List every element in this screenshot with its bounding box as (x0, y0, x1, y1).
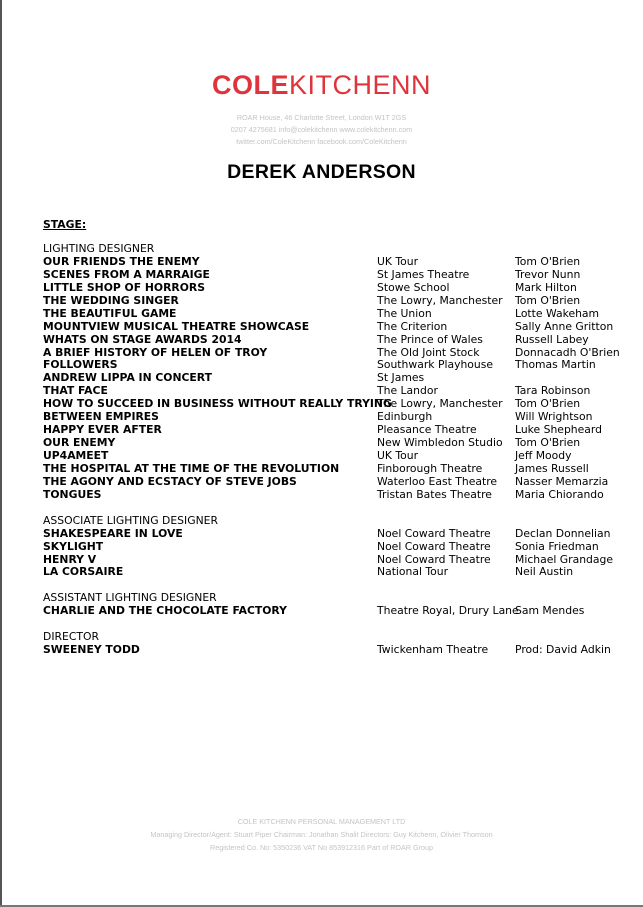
production-venue: Stowe School (377, 280, 450, 294)
production-title: HENRY V (43, 552, 97, 566)
production-title: OUR ENEMY (43, 436, 116, 450)
credit-row (43, 295, 633, 308)
production-venue: The Lowry, Manchester (377, 397, 503, 411)
production-director: Nasser Memarzia (515, 474, 609, 488)
production-venue: UK Tour (377, 254, 419, 268)
production-venue: Noel Coward Theatre (377, 539, 491, 553)
agency-logo (0, 70, 643, 101)
production-director: Mark Hilton (515, 280, 577, 294)
production-title: HOW TO SUCCEED IN BUSINESS WITHOUT REALLY TRYING (43, 397, 392, 411)
production-venue: Pleasance Theatre (377, 423, 477, 437)
group-spacer (43, 618, 633, 631)
production-venue: Theatre Royal, Drury Lane (377, 604, 519, 618)
letterhead-social: twitter.com/ColeKitchenn facebook.com/ColeKitchenn (236, 137, 407, 146)
production-director: Maria Chiorando (515, 487, 604, 501)
production-title: MOUNTVIEW MUSICAL THEATRE SHOWCASE (43, 319, 310, 333)
credits-list (43, 243, 633, 657)
credit-row (43, 308, 633, 321)
production-director: Luke Shepheard (515, 423, 603, 437)
production-director: Thomas Martin (515, 358, 596, 372)
production-title: THE HOSPITAL AT THE TIME OF THE REVOLUTION (43, 461, 340, 475)
credit-row (43, 476, 633, 489)
production-director: Tom O'Brien (515, 436, 581, 450)
production-venue: Waterloo East Theatre (377, 474, 498, 488)
production-title: THE AGONY AND ECSTACY OF STEVE JOBS (43, 474, 297, 488)
footer-registration: Registered Co. No: 5350236 VAT No 853912316 Part of ROAR Group (210, 843, 433, 852)
production-director: Sam Mendes (515, 604, 585, 618)
credit-row (43, 321, 633, 334)
page-footer (0, 815, 643, 854)
production-venue: The Prince of Wales (377, 332, 483, 346)
production-title: THE WEDDING SINGER (43, 293, 179, 307)
production-director: Sally Anne Gritton (515, 319, 614, 333)
production-venue: Noel Coward Theatre (377, 526, 491, 540)
production-venue: Noel Coward Theatre (377, 552, 491, 566)
production-director: Tom O'Brien (515, 397, 581, 411)
production-director: Tom O'Brien (515, 254, 581, 268)
production-title: THAT FACE (43, 384, 108, 398)
production-title: LA CORSAIRE (43, 565, 124, 579)
footer-company: COLE KITCHENN PERSONAL MANAGEMENT LTD (237, 817, 406, 826)
production-venue: The Old Joint Stock (377, 345, 480, 359)
production-venue: Southwark Playhouse (377, 358, 494, 372)
production-venue: St James (377, 371, 425, 385)
production-venue: St James Theatre (377, 267, 470, 281)
letterhead-phone-email: 0207 4275681 info@colekitchenn www.colekitchenn.com (230, 125, 413, 134)
credit-row (43, 541, 633, 554)
production-title: ANDREW LIPPA IN CONCERT (43, 371, 213, 385)
role-heading: DIRECTOR (43, 630, 99, 644)
production-venue: Tristan Bates Theatre (377, 487, 492, 501)
production-director: Russell Labey (515, 332, 589, 346)
production-title: HAPPY EVER AFTER (43, 423, 162, 437)
credit-row (43, 644, 633, 657)
credit-row (43, 256, 633, 269)
role-heading: ASSOCIATE LIGHTING DESIGNER (43, 513, 218, 527)
production-director: James Russell (515, 461, 589, 475)
production-title: SWEENEY TODD (43, 643, 140, 657)
production-venue: Twickenham Theatre (377, 643, 489, 657)
role-heading: ASSISTANT LIGHTING DESIGNER (43, 591, 217, 605)
production-venue: The Union (377, 306, 432, 320)
production-director: Will Wrightson (515, 410, 593, 424)
group-spacer (43, 502, 633, 515)
client-name: DEREK ANDERSON (227, 161, 416, 183)
production-venue: Edinburgh (377, 410, 433, 424)
credit-row (43, 282, 633, 295)
production-title: SCENES FROM A MARRAIGE (43, 267, 210, 281)
production-venue: UK Tour (377, 449, 419, 462)
production-director: Neil Austin (515, 565, 574, 579)
production-title: CHARLIE AND THE CHOCOLATE FACTORY (43, 604, 287, 618)
production-director: Tara Robinson (515, 384, 591, 398)
production-title: THE BEAUTIFUL GAME (43, 306, 177, 320)
production-venue: National Tour (377, 565, 449, 579)
credit-row (43, 489, 633, 502)
production-venue: New Wimbledon Studio (377, 436, 503, 450)
credit-row (43, 528, 633, 541)
production-director: Prod: David Adkin (515, 643, 611, 657)
production-title: A BRIEF HISTORY OF HELEN OF TROY (43, 345, 268, 359)
credit-row (43, 566, 633, 579)
logo-light-text: KITCHENN (289, 70, 432, 100)
production-director: Declan Donnelian (515, 526, 611, 540)
production-title: TONGUES (43, 487, 102, 501)
production-title: SHAKESPEARE IN LOVE (43, 526, 183, 540)
production-title: BETWEEN EMPIRES (43, 410, 159, 424)
production-venue: The Landor (377, 384, 438, 398)
production-title: UP4AMEET (43, 449, 109, 462)
production-director: Jeff Moody (515, 449, 572, 462)
production-title: LITTLE SHOP OF HORRORS (43, 280, 205, 294)
production-director: Trevor Nunn (515, 267, 581, 281)
production-director: Michael Grandage (515, 552, 614, 566)
production-venue: The Lowry, Manchester (377, 293, 503, 307)
credit-row (43, 269, 633, 282)
credit-row (43, 463, 633, 476)
production-venue: Finborough Theatre (377, 461, 483, 475)
production-director: Donnacadh O'Brien (515, 345, 620, 359)
production-venue: The Criterion (377, 319, 448, 333)
letterhead-address: ROAR House, 46 Charlotte Street, London W1T 2GS (236, 113, 407, 122)
production-title: FOLLOWERS (43, 358, 118, 372)
production-director: Sonia Friedman (515, 539, 599, 553)
role-heading: LIGHTING DESIGNER (43, 242, 155, 255)
credit-row (43, 334, 633, 347)
footer-people: Managing Director/Agent: Stuart Piper Chairman: Jonathan Shalit Directors: Guy Kitchenn, Olivier Thomson (150, 830, 493, 839)
production-director: Lotte Wakeham (515, 306, 600, 320)
production-title: SKYLIGHT (43, 539, 104, 553)
logo-bold-text: COLE (211, 70, 289, 100)
credit-row (43, 450, 633, 463)
letterhead-contact (0, 112, 643, 148)
production-title: OUR FRIENDS THE ENEMY (43, 254, 200, 268)
production-director: Tom O'Brien (515, 293, 581, 307)
production-title: WHATS ON STAGE AWARDS 2014 (43, 332, 242, 346)
section-title: STAGE: (43, 218, 87, 231)
credit-row (43, 605, 633, 618)
